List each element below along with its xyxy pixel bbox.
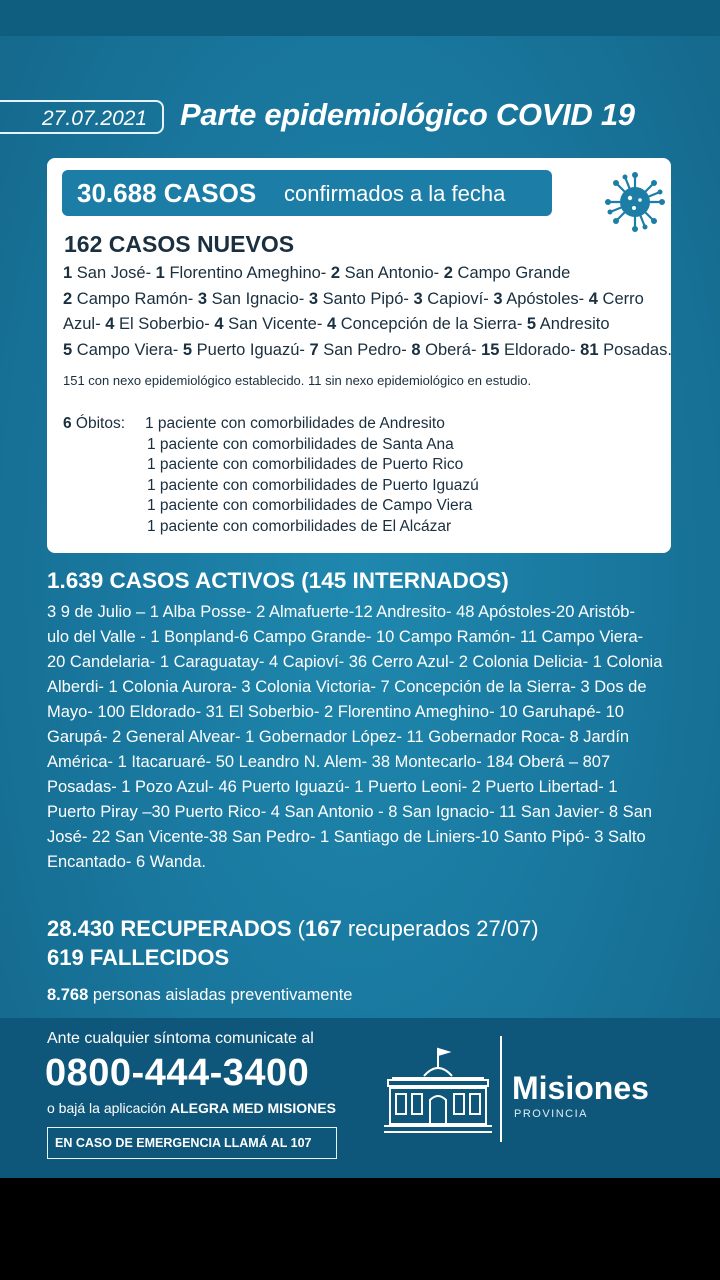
active-cases-line: Mayo- 100 Eldorado- 31 El Soberbio- 2 Florentino Ameghino- 10 Garuhapé- 10 [47, 703, 624, 721]
new-case-place: Posadas. [603, 340, 672, 359]
isolated-line [47, 986, 352, 1005]
active-cases-line: 20 Candelaria- 1 Caraguatay- 4 Capioví- 36 Cerro Azul- 2 Colonia Delicia- 1 Colonia [47, 653, 663, 671]
hotline-phone: 0800-444-3400 [45, 1052, 310, 1094]
new-case-place: San Vicente- [228, 315, 323, 333]
active-cases-line: ulo del Valle - 1 Bonpland-6 Campo Grande- 10 Campo Ramón- 11 Campo Viera- [47, 628, 644, 646]
new-case-count: 4 [326, 315, 337, 333]
active-cases-line: Alberdi- 1 Colonia Aurora- 3 Colonia Victoria- 7 Concepción de la Sierra- 3 Dos de [47, 678, 647, 696]
brand-subtitle: PROVINCIA [514, 1108, 589, 1120]
active-cases-line: Puerto Piray –30 Puerto Rico- 4 San Antonio - 8 San Ignacio- 11 San Javier- 8 San [47, 803, 653, 821]
new-case-count: 2 [63, 289, 73, 308]
recovered-number: 28.430 RECUPERADOS [47, 916, 292, 941]
new-cases-line [63, 261, 669, 287]
new-cases-title: 162 CASOS NUEVOS [64, 231, 295, 257]
new-case-place: Oberá- [425, 340, 477, 359]
active-cases-line: 3 9 de Julio – 1 Alba Posse- 2 Almafuerte-12 Andresito- 48 Apóstoles-20 Aristób- [47, 603, 635, 621]
death-line [63, 455, 479, 476]
covid-virus-icon [603, 170, 667, 234]
isolated-text: personas aisladas preventivamente [92, 986, 353, 1004]
new-cases-line [63, 338, 672, 364]
new-case-count: 1 [63, 264, 73, 282]
active-cases-line: Posadas- 1 Pozo Azul- 46 Puerto Iguazú- 1 Puerto Leoni- 2 Puerto Libertad- 1 [47, 778, 618, 796]
new-case-place: San Antonio- [344, 264, 440, 282]
footer-separator [500, 1036, 502, 1142]
footer-band [0, 1018, 720, 1178]
new-case-count: 4 [105, 315, 115, 333]
death-entry: 1 paciente con comorbilidades de Andresito [145, 415, 445, 432]
death-line [63, 517, 479, 538]
active-cases-line: Garupá- 2 General Alvear- 1 Gobernador López- 11 Gobernador Roca- 8 Jardín [47, 728, 630, 746]
app-name: ALEGRA MED MISIONES [169, 1100, 336, 1116]
new-case-place: San Ignacio- [211, 289, 305, 308]
death-entry: 1 paciente con comorbilidades de Puerto Iguazú [147, 476, 479, 494]
active-cases-line: América- 1 Itacaruaré- 50 Leandro N. Alem- 38 Montecarlo- 184 Oberá – 807 [47, 753, 611, 771]
brand-name: Misiones [512, 1070, 649, 1106]
new-case-count: 15 [481, 340, 500, 359]
death-entry: 1 paciente con comorbilidades de Campo Viera [147, 497, 473, 514]
isolated-number: 8.768 [47, 986, 89, 1004]
new-case-place: Andresito [539, 315, 610, 333]
report-title: Parte epidemiológico COVID 19 [180, 97, 635, 132]
deceased-total: 619 FALLECIDOS [47, 945, 230, 970]
active-cases-title: 1.639 CASOS ACTIVOS (145 INTERNADOS) [47, 568, 509, 593]
new-case-count: 4 [214, 315, 224, 333]
bottom-dark-bar [0, 1178, 720, 1280]
government-building-logo [384, 1046, 492, 1134]
deaths-label-text: Óbitos: [71, 415, 126, 432]
symptom-text: Ante cualquier síntoma comunicate al [47, 1030, 314, 1047]
new-case-count: 3 [197, 289, 208, 308]
emergency-text: EN CASO DE EMERGENCIA LLAMÁ AL 107 [55, 1136, 312, 1150]
top-dark-bar [0, 0, 720, 36]
new-cases-list [63, 261, 672, 363]
new-case-place: Azul- [63, 315, 101, 333]
death-line [63, 435, 479, 456]
death-entry: 1 paciente con comorbilidades de Puerto Rico [147, 456, 464, 473]
death-line [63, 476, 479, 497]
new-case-place: San Pedro- [323, 340, 407, 359]
new-case-count: 81 [580, 340, 599, 359]
app-text [47, 1100, 336, 1116]
new-case-place: Campo Ramón- [76, 289, 194, 308]
new-case-place: Puerto Iguazú- [196, 340, 305, 359]
emergency-box [47, 1127, 337, 1159]
death-line [63, 414, 479, 435]
total-cases-text: confirmados a la fecha [284, 181, 506, 206]
new-case-place: Florentino Ameghino- [169, 264, 327, 282]
new-case-place: Cerro [602, 289, 644, 308]
recovered-today-text: recuperados 27/07) [347, 916, 539, 941]
new-case-place: Campo Viera- [76, 340, 179, 359]
new-case-count: 5 [182, 340, 193, 359]
active-cases-line: Encantado- 6 Wanda. [47, 853, 206, 871]
new-case-count: 7 [309, 340, 319, 359]
new-case-place: San José- [76, 264, 152, 282]
new-case-count: 1 [155, 264, 165, 282]
new-case-count: 2 [443, 264, 453, 282]
new-case-place: Eldorado- [504, 340, 576, 359]
new-case-place: Apóstoles- [506, 289, 585, 308]
recovered-paren: ( [297, 916, 305, 941]
deaths-section [63, 414, 479, 537]
recovered-line [47, 916, 539, 942]
new-case-count: 5 [526, 315, 537, 333]
new-cases-line [63, 312, 669, 338]
death-entry: 1 paciente con comorbilidades de Santa Ana [147, 435, 454, 453]
new-cases-line [63, 287, 669, 313]
date-box [0, 100, 164, 134]
death-line [63, 496, 479, 517]
new-case-count: 4 [588, 289, 598, 308]
report-date: 27.07.2021 [42, 107, 148, 130]
new-case-place: Capioví- [427, 289, 489, 308]
new-case-count: 3 [413, 289, 423, 308]
new-case-place: El Soberbio- [118, 315, 210, 333]
new-case-count: 5 [63, 340, 73, 359]
active-cases-line: José- 22 San Vicente-38 San Pedro- 1 Santiago de Liniers-10 Santo Pipó- 3 Salto [47, 828, 646, 846]
total-cases-pill [62, 170, 552, 216]
summary-card [47, 158, 671, 553]
recovered-today: 167 [305, 916, 342, 941]
new-case-count: 3 [493, 289, 503, 308]
app-prefix: o bajá la aplicación [47, 1100, 167, 1116]
total-cases-number: 30.688 CASOS [77, 178, 257, 208]
deaths-label [63, 414, 145, 435]
deaths-count: 6 [63, 415, 72, 432]
nexo-text: 151 con nexo epidemiológico establecido. 11 sin nexo epidemiológico en estudio. [63, 373, 532, 388]
new-case-count: 8 [411, 340, 421, 359]
new-case-count: 3 [308, 289, 319, 308]
new-case-place: Campo Grande [457, 264, 571, 282]
new-case-place: Concepción de la Sierra- [340, 315, 523, 333]
new-case-count: 2 [330, 264, 341, 282]
new-case-place: Santo Pipó- [322, 289, 409, 308]
death-entry: 1 paciente con comorbilidades de El Alcázar [147, 517, 452, 535]
active-cases-list [47, 600, 687, 875]
